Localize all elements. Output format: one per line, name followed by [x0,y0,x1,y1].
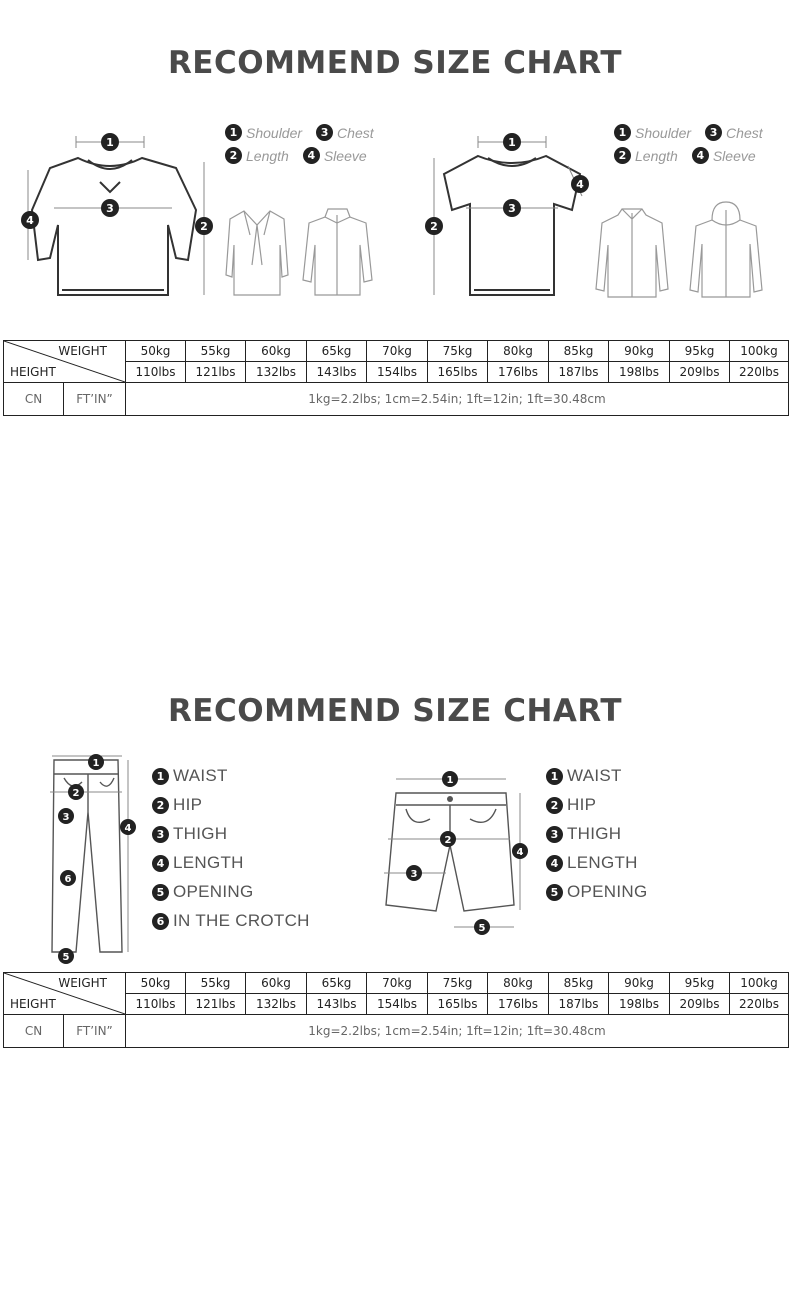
lbs-header: 187lbs [549,994,609,1015]
garment-legend-right [614,124,763,170]
height-label: HEIGHT [10,997,56,1011]
blazer-sketch [222,205,292,300]
pants-legend-left [152,766,310,940]
shorts-legend [546,766,648,911]
kg-header: 75kg [428,341,488,362]
svg-text:1: 1 [446,775,454,786]
kg-header: 70kg [367,341,428,362]
table-footer-row [4,1015,789,1048]
number-1-icon: 1 [614,124,631,141]
lbs-header: 165lbs [428,994,488,1015]
number-2-icon: 2 [152,797,169,814]
svg-text:3: 3 [62,812,70,823]
svg-text:4: 4 [124,823,132,834]
number-4-icon: 4 [692,147,709,164]
sweater-diagram [18,130,218,305]
legend-label-waist: WAIST [567,766,622,785]
svg-text:4: 4 [576,178,584,191]
number-2-icon: 2 [614,147,631,164]
legend-label-hip: HIP [173,795,203,814]
height-label: HEIGHT [10,365,56,379]
number-1-icon: 1 [152,768,169,785]
kg-header: 90kg [609,341,670,362]
lbs-header: 154lbs [367,362,428,383]
weight-label: WEIGHT [58,976,107,990]
svg-text:1: 1 [106,136,114,149]
kg-header: 60kg [246,341,307,362]
lbs-header: 176lbs [488,994,549,1015]
lbs-header: 220lbs [730,994,789,1015]
number-4-icon: 4 [546,855,563,872]
svg-text:5: 5 [62,952,70,963]
section-2-title: RECOMMEND SIZE CHART [167,693,623,729]
number-2-icon: 2 [546,797,563,814]
conversion-note: 1kg=2.2lbs; 1cm=2.54in; 1ft=12in; 1ft=30.48cm [126,1015,789,1048]
kg-header: 85kg [549,973,609,994]
number-2-icon: 2 [225,147,242,164]
number-3-icon: 3 [705,124,722,141]
legend-label-thigh: THIGH [173,824,228,843]
kg-header: 65kg [307,341,367,362]
cn-label: CN [4,383,64,416]
size-table-1 [3,340,789,416]
lbs-header: 165lbs [428,362,488,383]
legend-label-opening: OPENING [173,882,254,901]
table-corner [4,973,126,1015]
hoodie-sketch [686,200,766,300]
table-footer-row [4,383,789,416]
svg-text:3: 3 [508,202,516,215]
svg-text:3: 3 [106,202,114,215]
kg-header: 80kg [488,341,549,362]
legend-label-length: Length [246,147,289,164]
lbs-header: 220lbs [730,362,789,383]
lbs-header: 143lbs [307,362,367,383]
number-5-icon: 5 [546,884,563,901]
table-corner [4,341,126,383]
legend-label-hip: HIP [567,795,597,814]
kg-header: 70kg [367,973,428,994]
section-1-title: RECOMMEND SIZE CHART [167,45,623,81]
legend-label-length: LENGTH [567,853,638,872]
ftin-label: FT’IN” [64,383,126,416]
lbs-header: 154lbs [367,994,428,1015]
kg-header: 55kg [186,341,246,362]
kg-header: 80kg [488,973,549,994]
kg-header: 60kg [246,973,307,994]
lbs-header: 132lbs [246,994,307,1015]
size-table-2 [3,972,789,1048]
ftin-label: FT’IN” [64,1015,126,1048]
kg-header: 65kg [307,973,367,994]
svg-text:1: 1 [92,758,100,769]
lbs-header: 121lbs [186,362,246,383]
legend-label-sleeve: Sleeve [712,147,756,164]
lbs-header: 187lbs [549,362,609,383]
svg-text:2: 2 [444,835,452,846]
svg-text:2: 2 [430,220,438,233]
svg-text:2: 2 [72,788,80,799]
shirt-sketch [592,205,672,300]
kg-header: 95kg [670,341,730,362]
garment-legend-left [225,124,374,170]
number-6-icon: 6 [152,913,169,930]
number-3-icon: 3 [152,826,169,843]
kg-header: 55kg [186,973,246,994]
svg-text:4: 4 [26,214,34,227]
svg-text:6: 6 [64,874,72,885]
svg-text:5: 5 [478,923,486,934]
legend-label-thigh: THIGH [567,824,622,843]
svg-text:2: 2 [200,220,208,233]
number-1-icon: 1 [546,768,563,785]
kg-header: 50kg [126,341,186,362]
legend-label-chest: Chest [337,124,374,141]
cn-label: CN [4,1015,64,1048]
kg-header: 100kg [730,973,789,994]
legend-label-chest: Chest [726,124,763,141]
svg-text:1: 1 [508,136,516,149]
legend-label-sleeve: Sleeve [323,147,367,164]
conversion-note: 1kg=2.2lbs; 1cm=2.54in; 1ft=12in; 1ft=30.48cm [126,383,789,416]
lbs-header: 176lbs [488,362,549,383]
lbs-header: 143lbs [307,994,367,1015]
kg-header: 90kg [609,973,670,994]
kg-header: 95kg [670,973,730,994]
legend-label-waist: WAIST [173,766,228,785]
kg-header: 50kg [126,973,186,994]
legend-label-crotch: IN THE CROTCH [173,911,310,930]
lbs-header: 198lbs [609,362,670,383]
svg-text:3: 3 [410,869,418,880]
svg-text:4: 4 [516,847,524,858]
kg-header: 75kg [428,973,488,994]
lbs-header: 121lbs [186,994,246,1015]
kg-header: 100kg [730,341,789,362]
number-1-icon: 1 [225,124,242,141]
number-3-icon: 3 [316,124,333,141]
number-3-icon: 3 [546,826,563,843]
tshirt-diagram [420,130,595,305]
table-header-kg-row [4,341,789,362]
lbs-header: 132lbs [246,362,307,383]
legend-label-length: Length [635,147,678,164]
weight-label: WEIGHT [58,344,107,358]
number-4-icon: 4 [152,855,169,872]
number-5-icon: 5 [152,884,169,901]
legend-label-shoulder: Shoulder [635,124,692,141]
lbs-header: 209lbs [670,362,730,383]
table-header-kg-row [4,973,789,994]
kg-header: 85kg [549,341,609,362]
jacket-sketch [300,205,375,300]
shorts-diagram [378,765,533,940]
lbs-header: 209lbs [670,994,730,1015]
number-4-icon: 4 [303,147,320,164]
lbs-header: 110lbs [126,994,186,1015]
legend-label-length: LENGTH [173,853,244,872]
lbs-header: 198lbs [609,994,670,1015]
jeans-diagram [42,752,142,967]
legend-label-shoulder: Shoulder [246,124,303,141]
legend-label-opening: OPENING [567,882,648,901]
lbs-header: 110lbs [126,362,186,383]
